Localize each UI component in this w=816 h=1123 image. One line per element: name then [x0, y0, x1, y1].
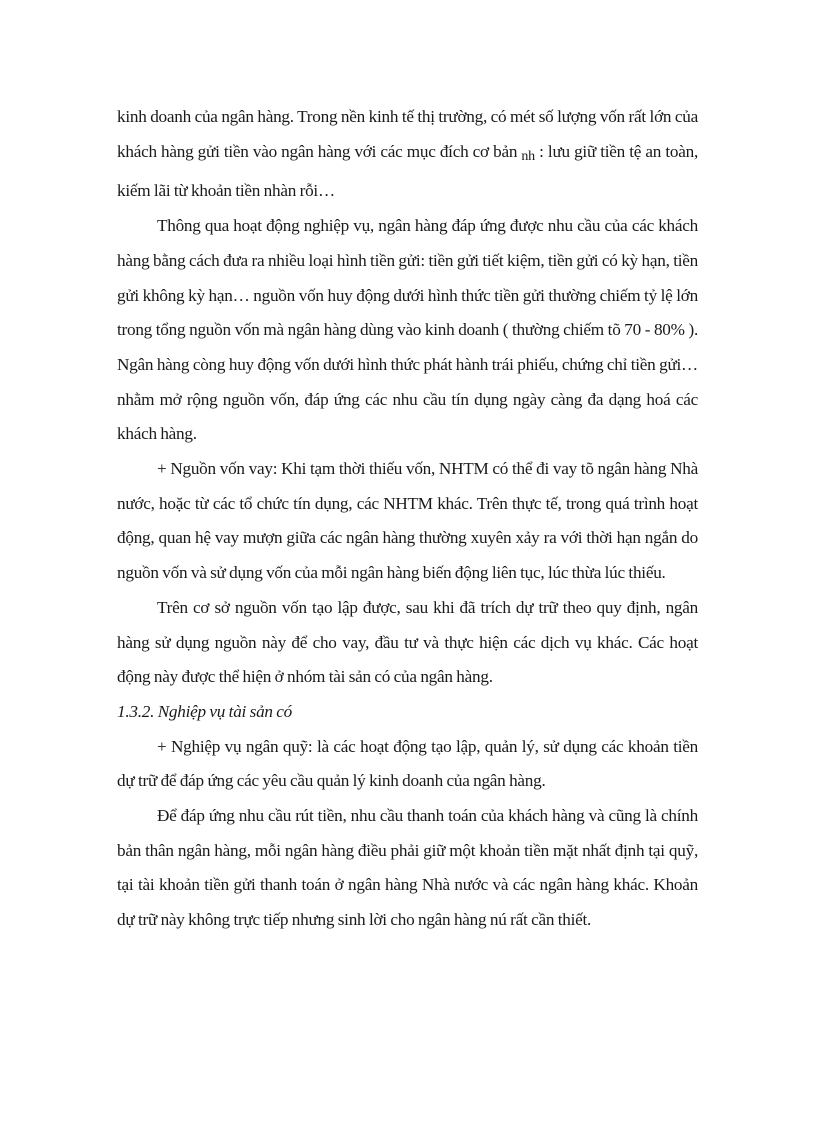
page-body: [117, 100, 698, 938]
paragraph-text-before: kinh doanh của ngân hàng. Trong nền kinh tế thị trường, có mét số lượng vốn rất lớn của khách hàng gửi tiền vào ngân hàng với các mục đích cơ bản: [117, 107, 698, 161]
paragraph-deposit-types: Thông qua hoạt động nghiệp vụ, ngân hàng đáp ứng được nhu cầu của các khách hàng bằng cách đưa ra nhiều loại hình tiền gửi: tiền gửi tiết kiệm, tiền gửi có kỳ hạn, tiền gửi không kỳ hạn… nguồn vốn huy động dưới hình thức tiền gửi thường chiếm tỷ lệ lớn trong tổng nguồn vốn mà ngân hàng dùng vào kinh doanh ( thường chiếm tõ 70 - 80% ). Ngân hàng còng huy động vốn dưới hình thức phát hành trái phiếu, chứng chỉ tiền gửi… nhằm mở rộng nguồn vốn, đáp ứng các nhu cầu tín dụng ngày càng đa dạng hoá các khách hàng.: [117, 216, 698, 444]
subscript-text: nh: [521, 148, 535, 164]
paragraph-continuation: [117, 100, 698, 209]
paragraph-asset-usage: Trên cơ sở nguồn vốn tạo lập được, sau khi đã trích dự trữ theo quy định, ngân hàng sử dụng nguồn này để cho vay, đầu tư và thực hiện các dịch vụ khác. Các hoạt động này được thể hiện ở nhóm tài sản có của ngân hàng.: [117, 597, 698, 687]
paragraph-cash-reserves: Để đáp ứng nhu cầu rút tiền, nhu cầu thanh toán của khách hàng và cũng là chính bản thân ngân hàng, mỗi ngân hàng điều phải giữ một khoản tiền mặt nhất định tại quỹ, tại tài khoản tiền gửi thanh toán ở ngân hàng Nhà nước và các ngân hàng khác. Khoản dự trữ này không trực tiếp nhưng sinh lời cho ngân hàng nú rất cần thiết.: [117, 806, 698, 930]
paragraph-borrowed-capital: + Nguồn vốn vay: Khi tạm thời thiếu vốn, NHTM có thể đi vay tõ ngân hàng Nhà nước, hoặc từ các tổ chức tín dụng, các NHTM khác. Trên thực tế, trong quá trình hoạt động, quan hệ vay mượn giữa các ngân hàng thường xuyên xảy ra với thời hạn ngắn do nguồn vốn và sử dụng vốn của mỗi ngân hàng biến động liên tục, lúc thừa lúc thiếu.: [117, 459, 698, 583]
paragraph-treasury-operations: + Nghiệp vụ ngân quỹ: là các hoạt động tạo lập, quản lý, sử dụng các khoản tiền dự trữ để đáp ứng các yêu cầu quản lý kinh doanh của ngân hàng.: [117, 736, 698, 791]
paragraph-text-after: : lưu giữ tiền tệ an toàn, kiếm lãi từ khoản tiền nhàn rỗi…: [117, 141, 698, 201]
section-heading: 1.3.2. Nghiệp vụ tài sản có: [117, 701, 293, 721]
